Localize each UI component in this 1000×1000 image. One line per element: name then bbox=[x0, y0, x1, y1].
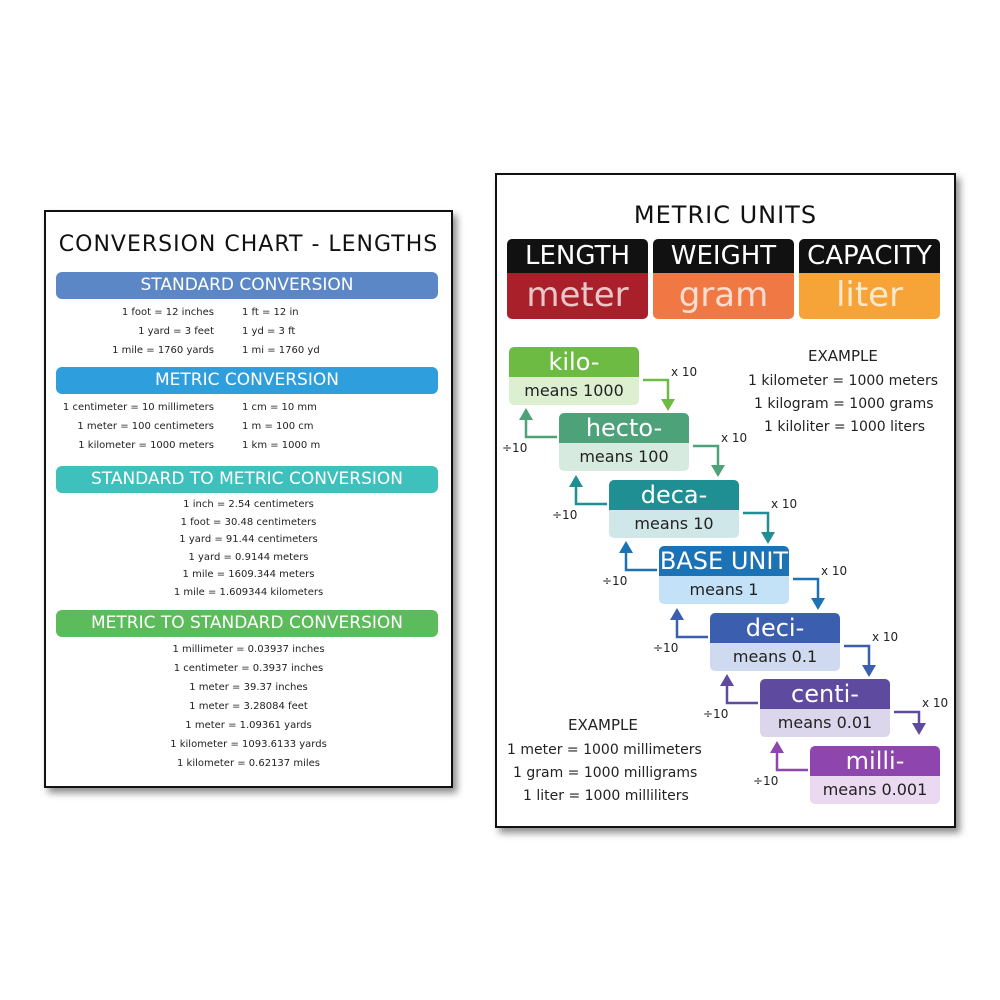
metric-conversion-list bbox=[46, 398, 451, 455]
multiply-label: x 10 bbox=[872, 630, 899, 644]
list-item: 1 millimeter = 0.03937 inches bbox=[172, 644, 325, 655]
divide-label: ÷10 bbox=[753, 774, 779, 788]
conversion-chart-poster bbox=[44, 210, 453, 788]
list-item: 1 kilometer = 0.62137 miles bbox=[176, 758, 320, 769]
list-item: 1 meter = 1.09361 yards bbox=[185, 720, 312, 731]
prefix-centi: centi- means 0.01 bbox=[760, 679, 890, 737]
chart-title: CONVERSION CHART - LENGTHS bbox=[58, 232, 439, 257]
list-item: 1 meter = 39.37 inches bbox=[189, 682, 308, 693]
list-item: 1 mile = 1609.344 meters bbox=[182, 569, 315, 580]
metric-conversion-heading: METRIC CONVERSION bbox=[56, 367, 438, 394]
liter-label: liter bbox=[799, 273, 940, 319]
standard-to-metric-heading: STANDARD TO METRIC CONVERSION bbox=[56, 466, 438, 493]
list-item: 1 kilometer = 1093.6133 yards bbox=[170, 739, 327, 750]
divide-label: ÷10 bbox=[703, 707, 729, 721]
arrow-up-icon bbox=[777, 751, 808, 770]
prefix-deci: deci- means 0.1 bbox=[710, 613, 840, 671]
weight-label: WEIGHT bbox=[653, 239, 794, 273]
list-item: 1 kilogram = 1000 grams bbox=[754, 396, 934, 412]
standard-to-metric-list bbox=[46, 496, 451, 601]
prefix-kilo: kilo- means 1000 bbox=[509, 347, 639, 405]
arrow-down-icon bbox=[643, 380, 668, 401]
meter-label: meter bbox=[507, 273, 648, 319]
metric-units-poster bbox=[495, 173, 956, 828]
metric-to-standard-list bbox=[46, 640, 451, 773]
list-item: 1 gram = 1000 milligrams bbox=[513, 765, 698, 781]
example-list bbox=[507, 739, 702, 808]
multiply-label: x 10 bbox=[671, 365, 698, 379]
conversion-arrows bbox=[497, 175, 954, 826]
list-item: 1 yard = 0.9144 meters bbox=[188, 551, 309, 563]
arrow-up-icon bbox=[626, 551, 657, 570]
divide-label: ÷10 bbox=[653, 641, 679, 655]
list-item: 1 foot = 12 inches 1 ft = 12 in bbox=[121, 307, 299, 318]
list-item: 1 mile = 1760 yards 1 mi = 1760 yd bbox=[112, 345, 320, 356]
arrow-down-icon bbox=[693, 446, 718, 467]
list-item: 1 yard = 91.44 centimeters bbox=[179, 534, 318, 545]
list-item: 1 yard = 3 feet 1 yd = 3 ft bbox=[138, 326, 296, 337]
multiply-label: x 10 bbox=[922, 696, 949, 710]
list-item: 1 kilometer = 1000 meters 1 km = 1000 m bbox=[78, 440, 321, 451]
example-heading: EXAMPLE bbox=[568, 716, 638, 734]
list-item: 1 centimeter = 0.3937 inches bbox=[173, 663, 324, 674]
list-item: 1 centimeter = 10 millimeters 1 cm = 10 mm bbox=[62, 402, 317, 413]
multiply-label: x 10 bbox=[821, 564, 848, 578]
prefix-milli: milli- means 0.001 bbox=[810, 746, 940, 804]
arrow-up-icon bbox=[526, 418, 557, 437]
gram-label: gram bbox=[653, 273, 794, 319]
metric-to-standard-heading: METRIC TO STANDARD CONVERSION bbox=[56, 610, 438, 637]
divide-label: ÷10 bbox=[552, 508, 578, 522]
example-list bbox=[748, 370, 938, 439]
prefix-hecto: hecto- means 100 bbox=[559, 413, 689, 471]
example-heading: EXAMPLE bbox=[808, 347, 878, 365]
poster-title: METRIC UNITS bbox=[633, 201, 818, 229]
list-item: 1 mile = 1.609344 kilometers bbox=[173, 586, 324, 598]
prefix-base-unit: BASE UNIT means 1 bbox=[659, 546, 789, 604]
capacity-label: CAPACITY bbox=[799, 239, 940, 273]
list-item: 1 meter = 1000 millimeters bbox=[507, 742, 702, 758]
list-item: 1 kiloliter = 1000 liters bbox=[764, 419, 926, 435]
divide-label: ÷10 bbox=[502, 441, 528, 455]
standard-conversion-heading: STANDARD CONVERSION bbox=[56, 272, 438, 299]
list-item: 1 meter = 100 centimeters 1 m = 100 cm bbox=[77, 421, 314, 432]
arrow-down-icon bbox=[844, 646, 869, 667]
arrow-up-icon bbox=[576, 485, 607, 504]
arrow-up-icon bbox=[677, 618, 708, 637]
arrow-down-icon bbox=[743, 513, 768, 534]
arrow-down-icon bbox=[793, 579, 818, 600]
list-item: 1 liter = 1000 milliliters bbox=[523, 788, 689, 804]
standard-conversion-list bbox=[46, 303, 451, 360]
multiply-label: x 10 bbox=[771, 497, 798, 511]
list-item: 1 meter = 3.28084 feet bbox=[189, 701, 308, 712]
list-item: 1 inch = 2.54 centimeters bbox=[183, 499, 314, 510]
arrow-up-icon bbox=[727, 684, 758, 703]
list-item: 1 foot = 30.48 centimeters bbox=[180, 516, 317, 528]
length-label: LENGTH bbox=[507, 239, 648, 273]
multiply-label: x 10 bbox=[721, 431, 748, 445]
divide-label: ÷10 bbox=[602, 574, 628, 588]
list-item: 1 kilometer = 1000 meters bbox=[748, 373, 939, 389]
prefix-deca: deca- means 10 bbox=[609, 480, 739, 538]
